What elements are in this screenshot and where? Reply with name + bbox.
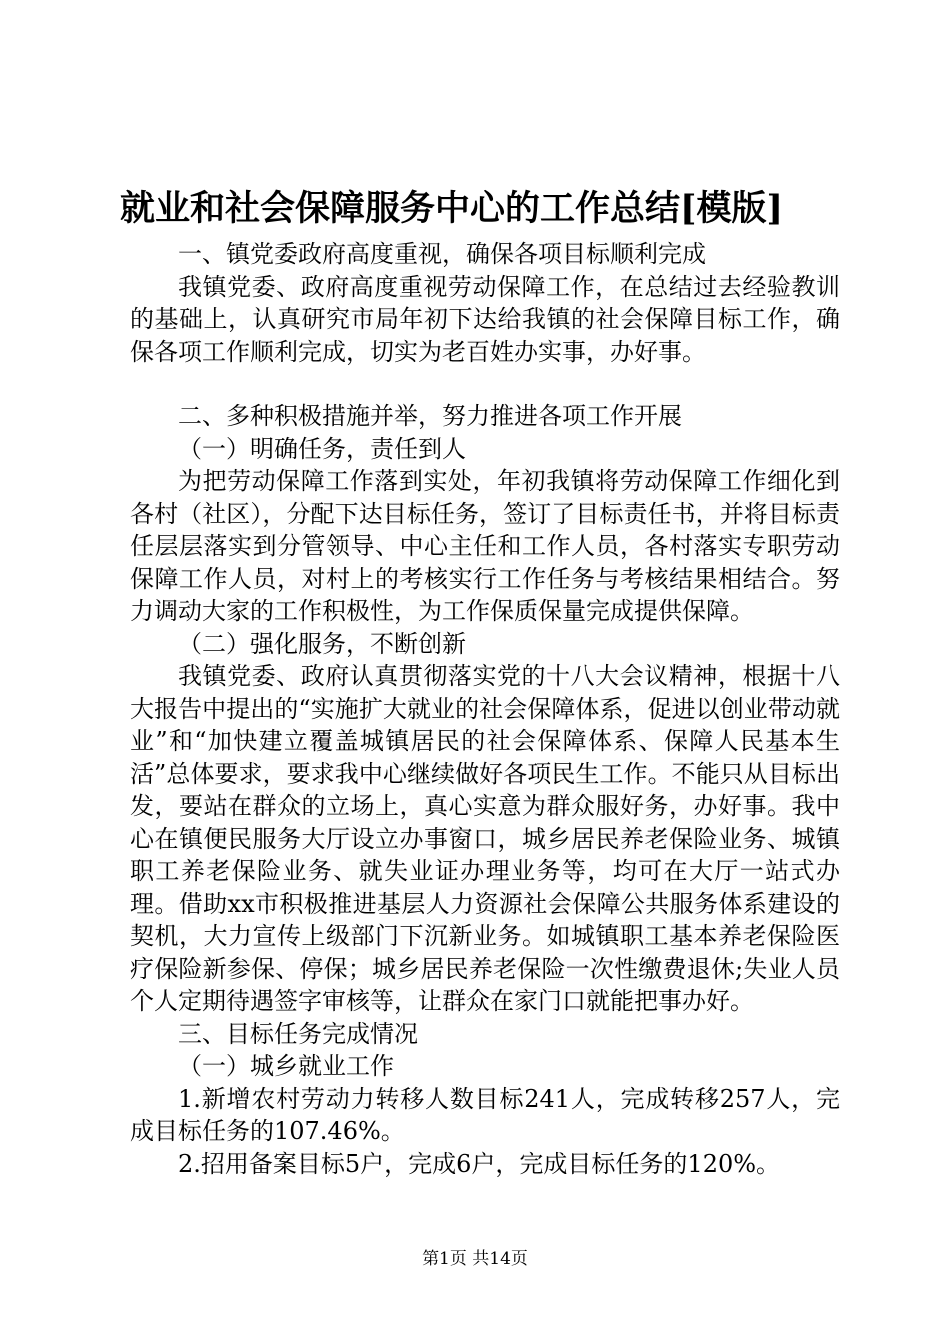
- body-paragraph: 为把劳动保障工作落到实处，年初我镇将劳动保障工作细化到各村（社区），分配下达目标任务，签订了目标责任书，并将目标责任层层落实到分管领导、中心主任和工作人员，各村落实专职劳动保障工作人员，对村上的考核实行工作任务与考核结果相结合。努力调动大家的工作积极性，为工作保质保量完成提供保障。: [130, 467, 840, 625]
- body-paragraph: 1.新增农村劳动力转移人数目标241人，完成转移257人，完成目标任务的107.46%。: [130, 1084, 840, 1145]
- body-paragraph: 我镇党委、政府认真贯彻落实党的十八大会议精神，根据十八大报告中提出的“实施扩大就业的社会保障体系，促进以创业带动就业”和“加快建立覆盖城镇居民的社会保障体系、保障人民基本生活”总体要求，要求我中心继续做好各项民生工作。不能只从目标出发，要站在群众的立场上，真心实意为群众服好务，办好事。我中心在镇便民服务大厅设立办事窗口，城乡居民养老保险业务、城镇职工养老保险业务、就失业证办理业务等，均可在大厅一站式办理。借助xx市积极推进基层人力资源社会保障公共服务体系建设的契机，大力宣传上级部门下沉新业务。如城镇职工基本养老保险医疗保险新参保、停保；城乡居民养老保险一次性缴费退休;失业人员个人定期待遇签字审核等，让群众在家门口就能把事办好。: [130, 662, 840, 1015]
- body-paragraph: 我镇党委、政府高度重视劳动保障工作，在总结过去经验教训的基础上，认真研究市局年初下达给我镇的社会保障目标工作，确保各项工作顺利完成，切实为老百姓办实事，办好事。: [130, 272, 840, 366]
- document-page: [120, 180, 840, 1180]
- subsection-heading: （一）城乡就业工作: [178, 1052, 394, 1080]
- body-paragraph: 2.招用备案目标5户，完成6户，完成目标任务的120%。: [178, 1149, 781, 1178]
- section-heading-1: 一、镇党委政府高度重视，确保各项目标顺利完成: [178, 240, 706, 268]
- document-title: 就业和社会保障服务中心的工作总结[模版]: [120, 188, 784, 229]
- section-heading-3: 三、目标任务完成情况: [178, 1019, 418, 1048]
- section-heading-2: 二、多种积极措施并举，努力推进各项工作开展: [178, 402, 682, 430]
- subsection-heading: （二）强化服务，不断创新: [178, 629, 466, 658]
- subsection-heading: （一）明确任务，责任到人: [178, 434, 466, 463]
- page-footer: 第1页 共14页: [422, 1249, 528, 1269]
